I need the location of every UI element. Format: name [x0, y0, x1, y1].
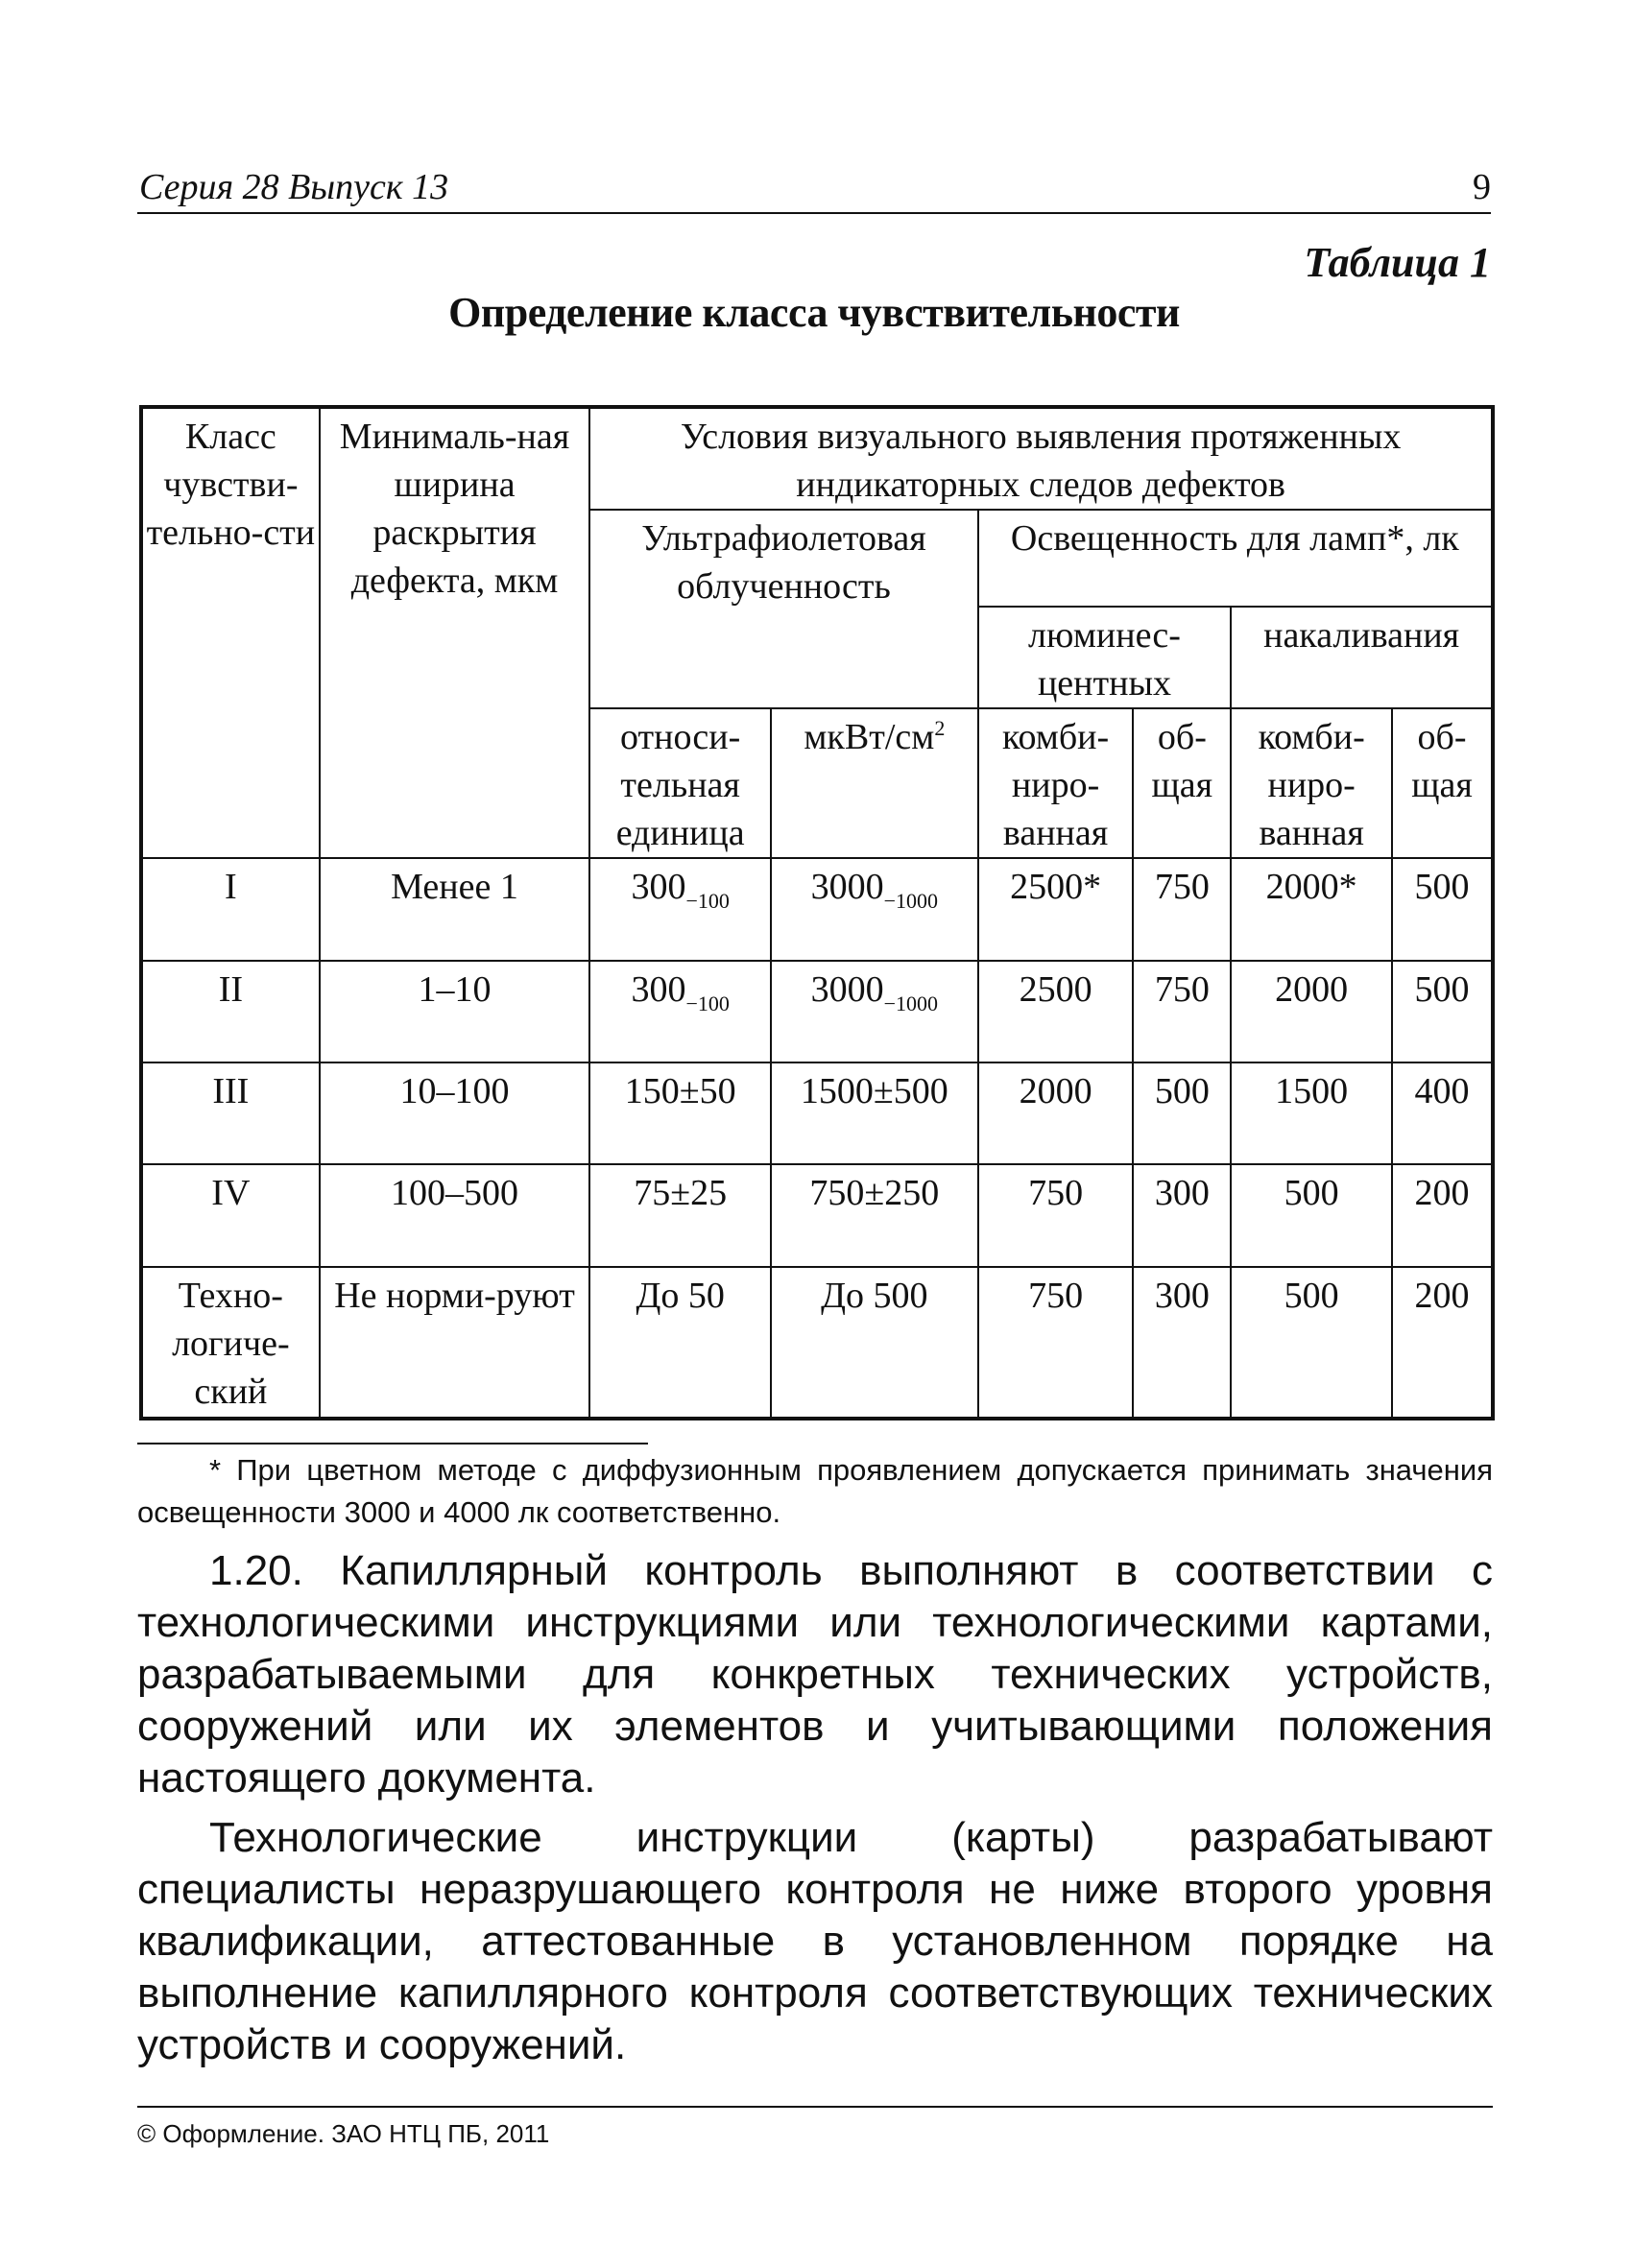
- footnote: [137, 1449, 1493, 1534]
- cell-lum-gen: 750: [1133, 858, 1231, 960]
- table-row: [141, 1267, 1493, 1420]
- cell-width: Менее 1: [320, 858, 590, 960]
- header-inc-combined: комби-ниро-ванная: [1231, 708, 1392, 858]
- cell-rel: $300_{-100}$: [589, 858, 771, 960]
- cell-mkw: 1500±500: [771, 1062, 978, 1164]
- table-row: [141, 961, 1493, 1062]
- header-lum-combined: комби-ниро-ванная: [978, 708, 1134, 858]
- cell-mkw: $3000_{-1000}$: [771, 961, 978, 1062]
- cell-inc-gen: 400: [1392, 1062, 1493, 1164]
- series-label: Серия 28 Выпуск 13: [139, 167, 449, 207]
- cell-lum-gen: 750: [1133, 961, 1231, 1062]
- header-illumination: Освещенность для ламп*, лк: [978, 510, 1493, 606]
- cell-inc-comb: 500: [1231, 1164, 1392, 1266]
- cell-width: 1–10: [320, 961, 590, 1062]
- copyright: © Оформление. ЗАО НТЦ ПБ, 2011: [137, 2119, 550, 2148]
- cell-class: III: [141, 1062, 320, 1164]
- cell-inc-gen: 500: [1392, 858, 1493, 960]
- cell-class: II: [141, 961, 320, 1062]
- body-text: [137, 1545, 1493, 2079]
- header-inc-general: об-щая: [1392, 708, 1493, 858]
- cell-lum-gen: 300: [1133, 1164, 1231, 1266]
- cell-inc-comb: 500: [1231, 1267, 1392, 1420]
- table-row: [141, 1164, 1493, 1266]
- cell-width: Не норми-руют: [320, 1267, 590, 1420]
- cell-inc-comb: 1500: [1231, 1062, 1392, 1164]
- table-title: Определение класса чувствительности: [448, 289, 1180, 336]
- cell-class: I: [141, 858, 320, 960]
- cell-width: 100–500: [320, 1164, 590, 1266]
- cell-rel: 150±50: [589, 1062, 771, 1164]
- cell-class: IV: [141, 1164, 320, 1266]
- cell-lum-gen: 500: [1133, 1062, 1231, 1164]
- cell-inc-comb: 2000*: [1231, 858, 1392, 960]
- header-uv: Ультрафиолетовая облученность: [589, 510, 977, 708]
- paragraph: 1.20. Капиллярный контроль выполняют в соответствии с технологическими инструкциями или технологическими картами, разрабатываемыми для конкретных технических устройств, сооружений или их элементов и учитывающими положения настоящего документа.: [137, 1547, 1493, 1802]
- table-label: Таблица 1: [1304, 239, 1491, 286]
- cell-rel: До 50: [589, 1267, 771, 1420]
- page-number: 9: [1473, 167, 1491, 207]
- footnote-text: * При цветном методе с диффузионным проявлением допускается принимать значения освещенности 3000 и 4000 лк соответственно.: [137, 1453, 1493, 1529]
- running-header: [137, 158, 1491, 214]
- cell-mkw: $3000_{-1000}$: [771, 858, 978, 960]
- cell-mkw: До 500: [771, 1267, 978, 1420]
- cell-lum-comb: 750: [978, 1267, 1134, 1420]
- header-luminescent: люминес-центных: [978, 607, 1232, 708]
- cell-lum-comb: 750: [978, 1164, 1134, 1266]
- paragraph: Технологические инструкции (карты) разрабатывают специалисты неразрушающего контроля не ниже второго уровня квалификации, аттестованные в установленном порядке на выполнение капиллярного контроля соответствующих технических устройств и сооружений.: [137, 1814, 1493, 2068]
- footer-divider: [137, 2106, 1493, 2108]
- cell-inc-gen: 200: [1392, 1267, 1493, 1420]
- cell-lum-comb: 2000: [978, 1062, 1134, 1164]
- cell-mkw: 750±250: [771, 1164, 978, 1266]
- footnote-divider: [137, 1443, 648, 1444]
- cell-inc-gen: 200: [1392, 1164, 1493, 1266]
- cell-inc-gen: 500: [1392, 961, 1493, 1062]
- header-relative-unit: относи-тельная единица: [589, 708, 771, 858]
- cell-lum-gen: 300: [1133, 1267, 1231, 1420]
- cell-inc-comb: 2000: [1231, 961, 1392, 1062]
- cell-rel: 75±25: [589, 1164, 771, 1266]
- header-class: Класс чувстви-тельно-сти: [141, 407, 320, 858]
- cell-width: 10–100: [320, 1062, 590, 1164]
- cell-lum-comb: 2500: [978, 961, 1134, 1062]
- header-lum-general: об-щая: [1133, 708, 1231, 858]
- sensitivity-table: [139, 405, 1495, 1420]
- header-min-width: Минималь-ная ширина раскрытия дефекта, мкм: [320, 407, 590, 858]
- table-row: [141, 858, 1493, 960]
- cell-class: Техно-логиче-ский: [141, 1267, 320, 1420]
- header-incandescent: накаливания: [1231, 607, 1493, 708]
- table-row: [141, 1062, 1493, 1164]
- cell-lum-comb: 2500*: [978, 858, 1134, 960]
- cell-rel: $300_{-100}$: [589, 961, 771, 1062]
- header-mkw: мкВт/$см^2$: [771, 708, 978, 858]
- header-conditions: Условия визуального выявления протяженных индикаторных следов дефектов: [589, 407, 1493, 510]
